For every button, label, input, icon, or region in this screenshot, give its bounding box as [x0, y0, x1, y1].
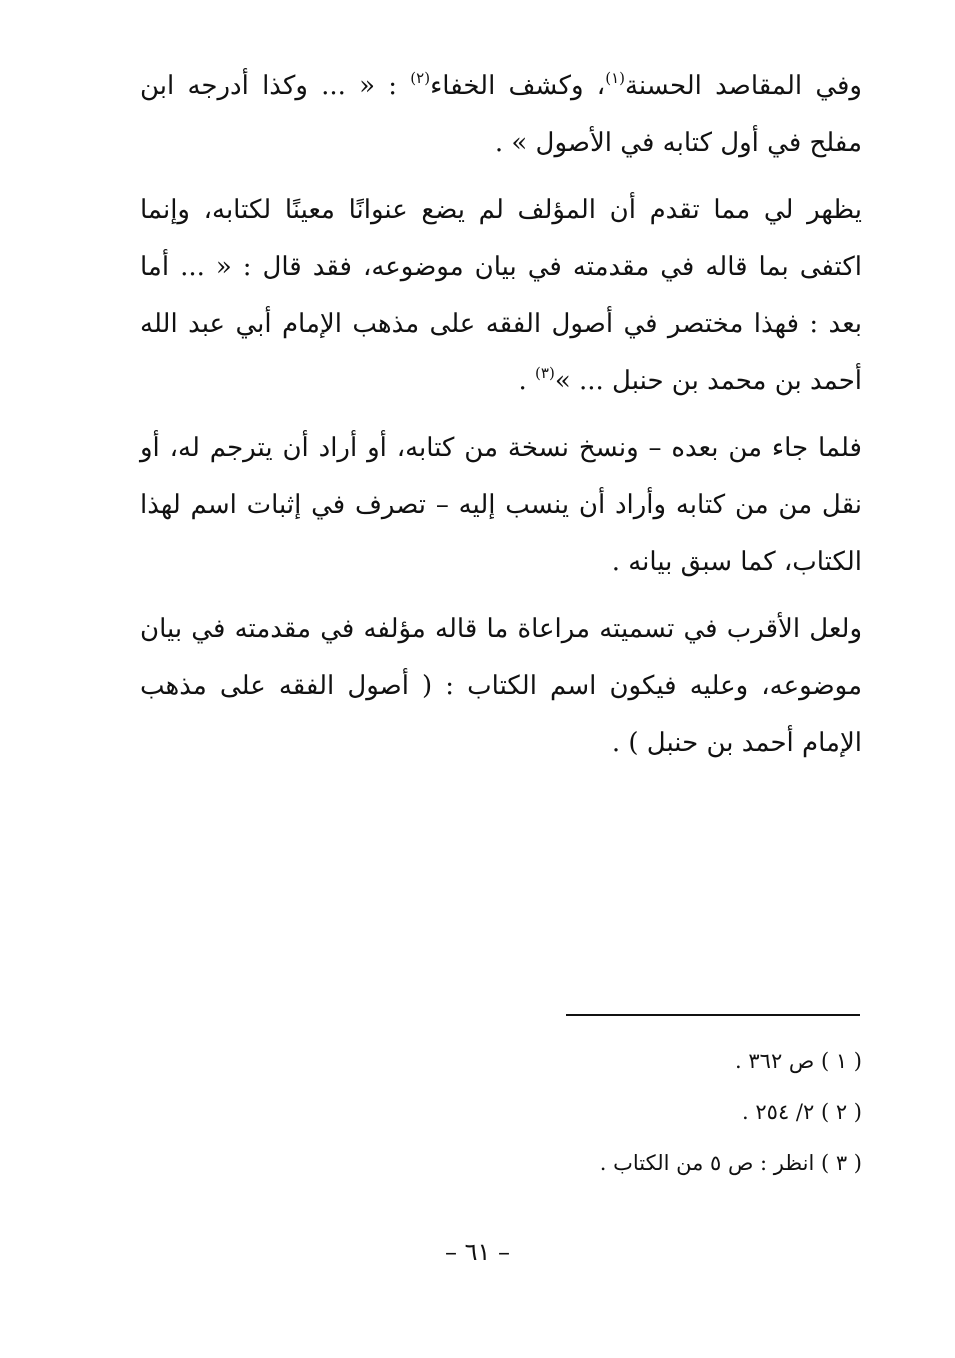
- footnotes: [500, 1036, 862, 1189]
- paragraph-text: : « ... وكذا أدرجه ابن مفلح في أول كتابه في الأصول » .: [140, 71, 862, 158]
- footnote-3: ( ٣ ) انظر : ص ٥ من الكتاب .: [599, 1151, 862, 1175]
- paragraph-text: يظهر لي مما تقدم أن المؤلف لم يضع عنوانًا معينًا لكتابه، وإنما اكتفى بما قاله في مقدمته في بيان موضوعه، فقد قال : « ... أما بعد : فهذا مختصر في أصول الفقه على مذهب الإمام أبي عبد الله أحمد بن محمد بن حنبل ... »: [140, 195, 862, 396]
- paragraph-4: [140, 601, 862, 772]
- paragraph-2: [140, 182, 862, 410]
- paragraph-text: ، وكشف الخفاء: [430, 71, 606, 101]
- paragraph-text: فلما جاء من بعده – ونسخ نسخة من كتابه، أو أراد أن يترجم له، أو نقل من من كتابه وأراد أن ينسب إليه – تصرف في إثبات اسم لهذا الكتاب، كما سبق بيانه .: [140, 433, 862, 577]
- paragraph-text: وفي المقاصد الحسنة: [624, 71, 862, 101]
- footnote-separator: [566, 1014, 860, 1016]
- main-text: [140, 58, 862, 782]
- footnote-marker: (١): [605, 69, 625, 87]
- paragraph-text: ولعل الأقرب في تسميته مراعاة ما قاله مؤلفه في مقدمته في بيان موضوعه، وعليه فيكون اسم الكتاب : ( أصول الفقه على مذهب الإمام أحمد بن حنبل ) .: [140, 614, 862, 758]
- paragraph-text: .: [518, 366, 536, 396]
- page-number: – ٦١ –: [444, 1238, 511, 1266]
- footnote-2: ( ٢ ) ٢/ ٢٥٤ .: [742, 1100, 862, 1124]
- footnote-1: ( ١ ) ص ٣٦٢ .: [735, 1049, 862, 1073]
- paragraph-3: [140, 420, 862, 591]
- footnote-marker: (٢): [410, 69, 431, 87]
- footnote-marker: (٣): [535, 364, 555, 382]
- paragraph-1: [140, 58, 862, 172]
